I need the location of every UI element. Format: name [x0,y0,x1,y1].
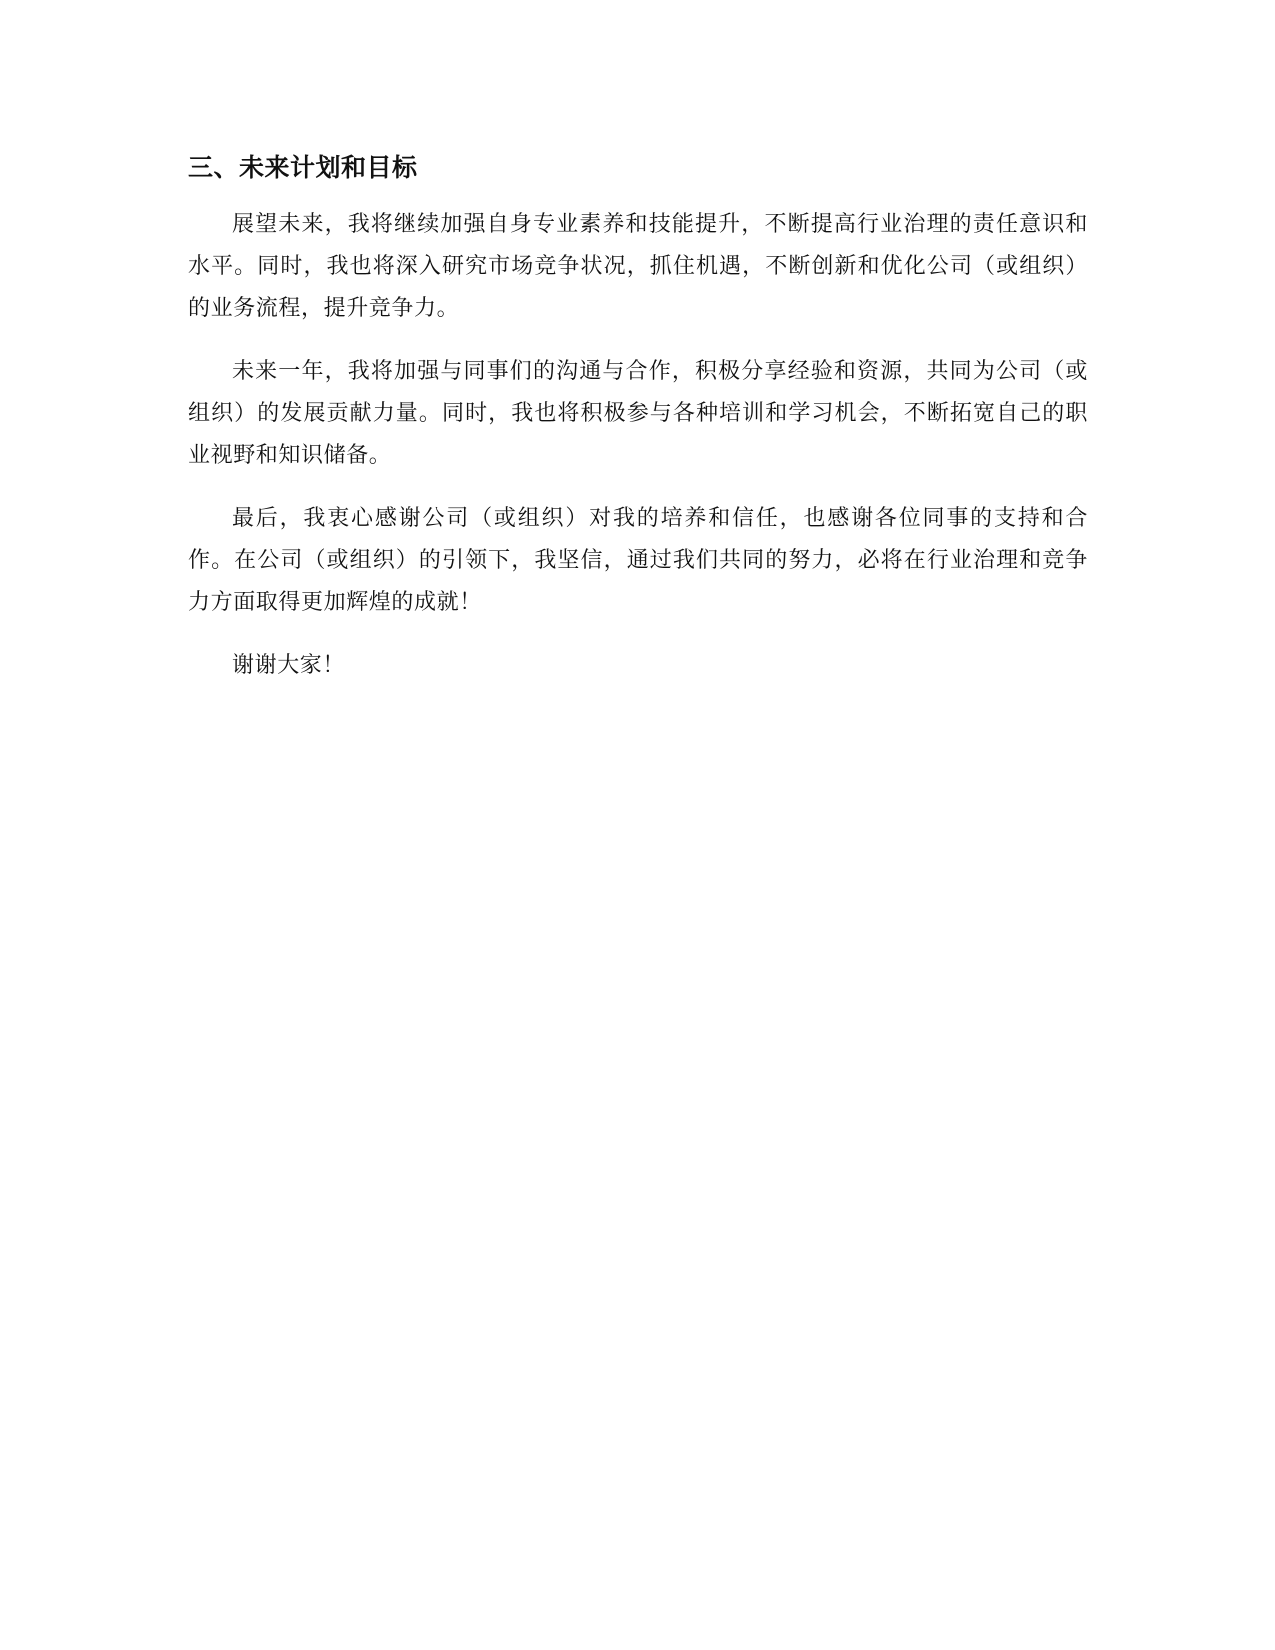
section-heading: 三、未来计划和目标 [188,153,418,182]
paragraph-future-outlook: 展望未来，我将继续加强自身专业素养和技能提升，不断提高行业治理的责任意识和水平。同时，我也将深入研究市场竞争状况，抓住机遇，不断创新和优化公司（或组织）的业务流程，提升竞争力。 [188,212,1088,321]
paragraph-closing: 谢谢大家！ [232,653,346,678]
document-body [188,150,1088,708]
paragraph-next-year: 未来一年，我将加强与同事们的沟通与合作，积极分享经验和资源，共同为公司（或组织）的发展贡献力量。同时，我也将积极参与各种培训和学习机会，不断拓宽自己的职业视野和知识储备。 [188,359,1088,468]
paragraph-thanks: 最后，我衷心感谢公司（或组织）对我的培养和信任，也感谢各位同事的支持和合作。在公司（或组织）的引领下，我坚信，通过我们共同的努力，必将在行业治理和竞争力方面取得更加辉煌的成就！ [188,506,1088,615]
